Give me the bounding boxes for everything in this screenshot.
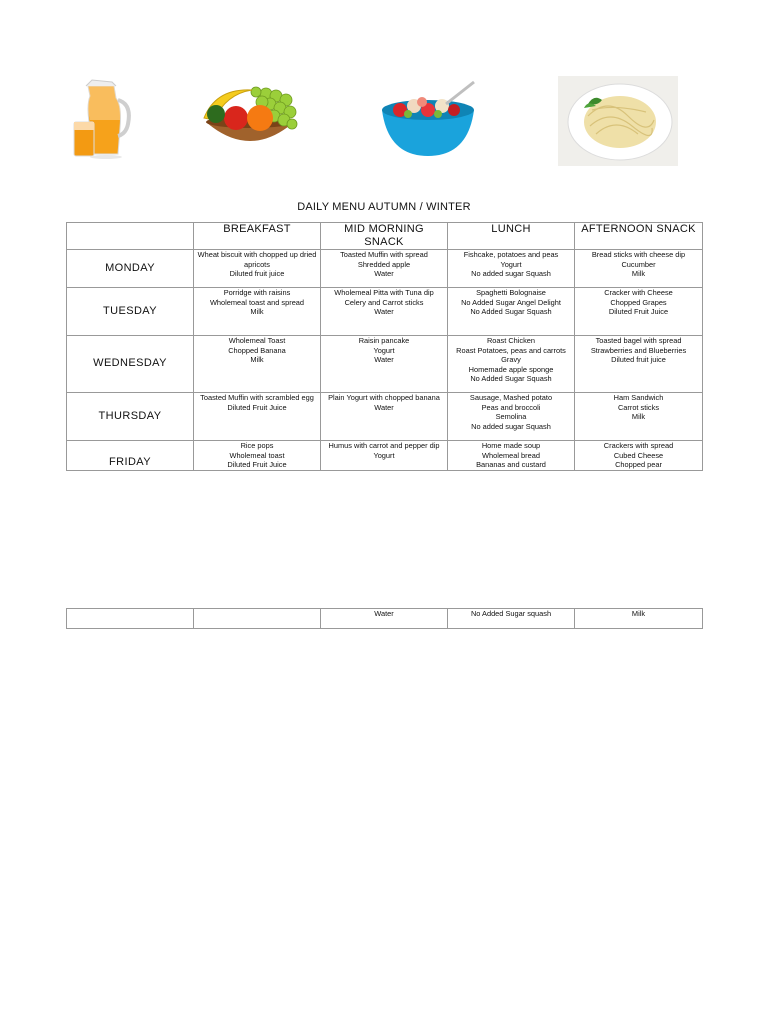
header-row (67, 223, 703, 250)
mid-morning-cell (321, 250, 448, 288)
menu-item: Wholemeal Toast (228, 336, 286, 345)
menu-item: Diluted Fruit Juice (227, 460, 287, 470)
breakfast-cell (194, 609, 321, 629)
menu-item: Chopped pear (615, 460, 662, 470)
table-row (67, 393, 703, 441)
day-label: THURSDAY (67, 393, 194, 441)
menu-item: Wholemeal Pitta with Tuna dip (334, 288, 434, 297)
menu-item: Sausage, Mashed potato (469, 393, 553, 402)
menu-item: Cubed Cheese (613, 450, 664, 460)
table-row (67, 250, 703, 288)
corner-cell (67, 223, 194, 250)
menu-item: Diluted fruit juice (611, 355, 666, 365)
lunch-cell (448, 336, 575, 393)
mid-morning-cell: Water (321, 609, 448, 629)
menu-title: DAILY MENU AUTUMN / WINTER (297, 201, 471, 213)
menu-item: Roast Potatoes, peas and carrots (456, 345, 566, 355)
breakfast-cell (194, 393, 321, 441)
day-label: TUESDAY (67, 288, 194, 336)
menu-item: Water (374, 402, 394, 412)
menu-item: Water (374, 269, 394, 279)
menu-item: Diluted Fruit Juice (227, 402, 287, 412)
menu-item: Toasted Muffin with scrambled egg (200, 393, 314, 402)
menu-item: Home made soup (481, 441, 541, 450)
breakfast-cell (194, 441, 321, 471)
menu-item: Wholemeal toast and spread (209, 297, 305, 307)
afternoon-cell (575, 393, 703, 441)
menu-item: No Added Sugar Squash (470, 307, 552, 317)
menu-item: Wholemeal toast (229, 450, 285, 460)
menu-item: Water (374, 355, 394, 365)
juice-jug-image (72, 78, 134, 160)
lunch-cell: No Added Sugar squash (448, 609, 575, 629)
menu-item: Yogurt (500, 259, 522, 269)
header-mid-morning-snack: MID MORNING SNACK (321, 223, 448, 250)
menu-item: Semolina (495, 412, 527, 422)
table-row (67, 609, 703, 629)
header-breakfast: BREAKFAST (194, 223, 321, 250)
mid-morning-cell (321, 441, 448, 471)
menu-item: Fishcake, potatoes and peas (463, 250, 559, 259)
menu-item: Yogurt (373, 450, 395, 460)
menu-item: Yogurt (373, 345, 395, 355)
fruit-bowl-image (196, 74, 304, 152)
afternoon-cell (575, 336, 703, 393)
menu-item: Milk (250, 355, 264, 365)
menu-item: Diluted Fruit Juice (608, 307, 669, 317)
breakfast-cell (194, 288, 321, 336)
lunch-cell (448, 393, 575, 441)
menu-item: Bananas and custard (476, 460, 546, 470)
menu-item: Porridge with raisins (223, 288, 291, 297)
day-label: FRIDAY (67, 441, 194, 471)
menu-item: Toasted Muffin with spread (340, 250, 428, 259)
menu-item: Raisin pancake (358, 336, 410, 345)
menu-item: Chopped Grapes (610, 297, 667, 307)
mid-morning-cell (321, 336, 448, 393)
menu-item: Cucumber (621, 259, 656, 269)
menu-item: Spaghetti Bolognaise (476, 288, 546, 297)
menu-item: No added sugar Squash (471, 269, 551, 279)
breakfast-cell (194, 250, 321, 288)
day-label: MONDAY (67, 250, 194, 288)
lunch-cell (448, 441, 575, 471)
menu-item: Diluted fruit juice (229, 269, 285, 279)
fruit-salad-image (378, 80, 480, 160)
menu-item: Carrot sticks (617, 402, 660, 412)
menu-item: Humus with carrot and pepper dip (328, 441, 440, 450)
menu-item: No Added Sugar Squash (470, 374, 552, 384)
menu-item: Bread sticks with cheese dip (591, 250, 686, 259)
menu-item: Milk (631, 269, 646, 279)
menu-item: Wholemeal bread (482, 450, 540, 460)
lunch-cell (448, 250, 575, 288)
menu-item: Milk (631, 412, 646, 422)
menu-table (66, 222, 703, 471)
table-row (67, 288, 703, 336)
menu-item: No added sugar Squash (471, 421, 551, 431)
lunch-cell (448, 288, 575, 336)
menu-item: Cracker with Cheese (604, 288, 673, 297)
day-label: WEDNESDAY (67, 336, 194, 393)
menu-item: Shredded apple (357, 259, 411, 269)
day-label (67, 609, 194, 629)
menu-item: No Added Sugar Angel Delight (461, 297, 561, 307)
header-afternoon-snack: AFTERNOON SNACK (575, 223, 703, 250)
menu-item: Roast Chicken (486, 336, 536, 345)
mid-morning-cell (321, 288, 448, 336)
menu-item: Strawberries and Blueberries (590, 345, 687, 355)
spaghetti-image (558, 76, 678, 166)
menu-item: Rice pops (240, 441, 274, 450)
menu-item: Water (374, 307, 394, 317)
menu-item: Gravy (501, 355, 521, 365)
afternoon-cell (575, 441, 703, 471)
afternoon-cell (575, 288, 703, 336)
menu-item: Chopped Banana (228, 345, 286, 355)
menu-item: Celery and Carrot sticks (344, 297, 424, 307)
continuation-table (66, 608, 703, 629)
table-row (67, 441, 703, 471)
breakfast-cell (194, 336, 321, 393)
menu-item: Plain Yogurt with chopped banana (328, 393, 440, 402)
menu-item: Peas and broccoli (481, 402, 541, 412)
afternoon-cell: Milk (575, 609, 703, 629)
menu-item: Toasted bagel with spread (595, 336, 682, 345)
menu-item: Milk (250, 307, 264, 317)
afternoon-cell (575, 250, 703, 288)
menu-item: Ham Sandwich (613, 393, 664, 402)
menu-item: Homemade apple sponge (468, 364, 554, 374)
table-row (67, 336, 703, 393)
menu-item: Crackers with spread (603, 441, 674, 450)
menu-item: Wheat biscuit with chopped up dried apricots (197, 250, 317, 269)
header-lunch: LUNCH (448, 223, 575, 250)
mid-morning-cell (321, 393, 448, 441)
